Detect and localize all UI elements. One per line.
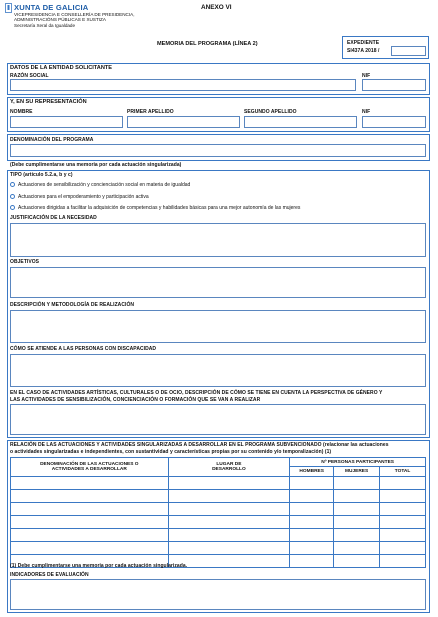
justificacion-label: JUSTIFICACIÓN DE LA NECESIDAD	[10, 215, 97, 221]
descripcion-field[interactable]	[10, 310, 426, 343]
activities-intro-line-1: RELACIÓN DE LAS ACTUACIONES Y ACTIVIDADES SINGULARIZADAS A DESARROLLAR EN EL PROGRAMA SUBVENCIONADO (relacionar las actuaciones	[10, 442, 389, 448]
objetivos-label: OBJETIVOS	[10, 259, 40, 265]
representative-nif-field[interactable]	[362, 116, 426, 128]
cultural-label-line-2: LAS ACTIVIDADES DE SENSIBILIZACIÓN, CONCIENCIACIÓN O FORMACIÓN QUE SE VAN A REALIZAR	[10, 397, 261, 403]
memoria-note: (Debe cumplimentarse una memoria por cada actuación singularizada)	[10, 162, 182, 168]
tipo-radio-1[interactable]	[10, 182, 15, 187]
representative-title: Y, EN SU REPRESENTACIÓN	[10, 99, 87, 105]
justificacion-field[interactable]	[10, 223, 426, 257]
expediente-label: EXPEDIENTE	[347, 40, 380, 46]
table-row	[11, 516, 426, 529]
expediente-number-field[interactable]	[391, 46, 426, 56]
nombre-field[interactable]	[10, 116, 123, 128]
col-personas-header: Nº PERSONAS PARTICIPANTES	[290, 458, 426, 467]
dept-line-1: VICEPRESIDENCIA E CONSELLERÍA DE PRESIDENCIA,	[14, 12, 135, 17]
activities-table	[10, 457, 426, 568]
nombre-label: NOMBRE	[10, 109, 33, 115]
tipo-radio-2[interactable]	[10, 194, 15, 199]
indicadores-field[interactable]	[10, 579, 426, 610]
col-total-header: TOTAL	[380, 467, 426, 477]
tipo-label: TIPO (artículo 5.2.a, b y c)	[10, 172, 73, 178]
table-row	[11, 503, 426, 516]
segundo-apellido-field[interactable]	[244, 116, 357, 128]
denominacion-field[interactable]	[10, 144, 426, 157]
col-hombres-header: HOMBRES	[290, 467, 334, 477]
primer-apellido-field[interactable]	[127, 116, 240, 128]
xunta-emblem-icon	[5, 3, 12, 13]
col-mujeres-header: MUJERES	[334, 467, 380, 477]
discapacidad-field[interactable]	[10, 354, 426, 387]
activities-footnote: (1) Debe cumplimentarse una memoria por cada actuación singularizada.	[10, 563, 188, 569]
logo-text: XUNTA DE GALICIA	[14, 3, 89, 12]
tipo-option-2: Actuaciones para el empoderamiento y participación activa	[18, 194, 149, 200]
cultural-field[interactable]	[10, 404, 426, 435]
applicant-nif-field[interactable]	[362, 79, 426, 91]
table-row	[11, 490, 426, 503]
tipo-option-3: Actuaciones dirigidas a facilitar la adquisición de competencias y habilidades básicas para una mejor autonomía de las mujeres	[18, 205, 301, 211]
descripcion-label: DESCRIPCIÓN Y METODOLOGÍA DE REALIZACIÓN	[10, 302, 135, 308]
dept-line-2: ADMINISTRACIÓNS PÚBLICAS E XUSTIZA	[14, 17, 106, 22]
segundo-apellido-label: SEGUNDO APELLIDO	[244, 109, 297, 115]
expediente-code: SI437A 2018 /	[347, 48, 380, 54]
form-title: MEMORIA DEL PROGRAMA (LÍNEA 2)	[157, 41, 258, 47]
applicant-nif-label: NIF	[362, 73, 371, 79]
cultural-label-line-1: EN EL CASO DE ACTIVIDADES ARTÍSTICAS, CULTURALES O DE OCIO, DESCRIPCIÓN DE CÓMO SE TIENE EN CUENTA LA PERSPECTIVA DE GÉNERO Y	[10, 390, 383, 396]
razon-social-field[interactable]	[10, 79, 356, 91]
dept-line-3: Secretaría Xeral da Igualdade	[14, 23, 76, 28]
applicant-title: DATOS DE LA ENTIDAD SOLICITANTE	[10, 65, 113, 71]
table-row	[11, 477, 426, 490]
table-row	[11, 542, 426, 555]
col-lugar-header: LUGAR DE DESARROLLO	[168, 458, 290, 477]
primer-apellido-label: PRIMER APELLIDO	[127, 109, 174, 115]
activities-intro-line-2: o actividades singularizadas e independientes, con sustantividad y características propias por su contenido y/o temporalización) (1)	[10, 449, 332, 455]
tipo-radio-3[interactable]	[10, 205, 15, 210]
discapacidad-label: CÓMO SE ATIENDE A LAS PERSONAS CON DISCAPACIDAD	[10, 346, 157, 352]
table-row	[11, 529, 426, 542]
annex-label: ANEXO VI	[201, 4, 232, 11]
razon-social-label: RAZÓN SOCIAL	[10, 73, 49, 79]
indicadores-label: INDICADORES DE EVALUACIÓN	[10, 572, 89, 578]
col-denominacion-header: DENOMINACIÓN DE LAS ACTUACIONES O ACTIVIDADES A DESARROLLAR	[11, 458, 169, 477]
denominacion-label: DENOMINACIÓN DEL PROGRAMA	[10, 137, 94, 143]
objetivos-field[interactable]	[10, 267, 426, 298]
tipo-option-1: Actuaciones de sensibilización y concienciación social en materia de igualdad	[18, 182, 191, 188]
representative-nif-label: NIF	[362, 109, 371, 115]
